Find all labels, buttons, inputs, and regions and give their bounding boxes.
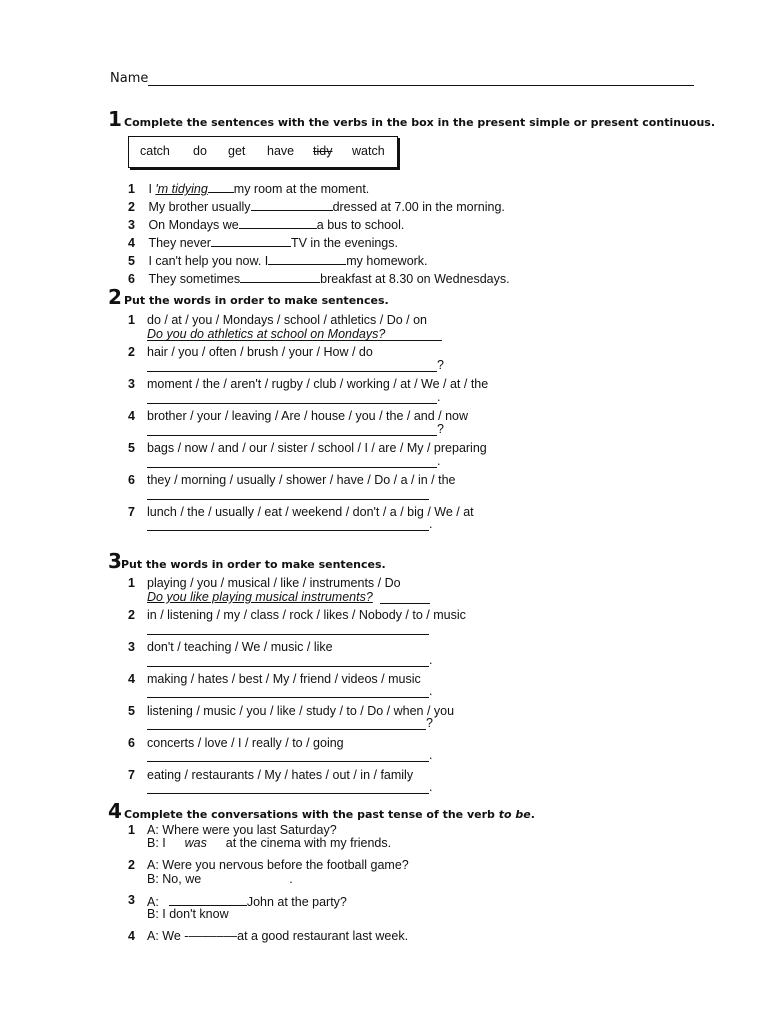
s2-item-6-number: 6 <box>128 473 135 487</box>
s3-item-4-line[interactable] <box>147 697 429 698</box>
section-1-title: Complete the sentences with the verbs in the box in the present simple or present continuous. <box>124 116 715 129</box>
s3-item-6-end: . <box>429 748 433 762</box>
s3-item-7-end: . <box>429 780 433 794</box>
s3-item-2-number: 2 <box>128 608 135 622</box>
s3-item-5-end: ? <box>426 716 433 730</box>
name-label: Name <box>110 71 149 86</box>
s3-item-1-number: 1 <box>128 576 135 590</box>
s2-item-7-line[interactable] <box>147 530 429 531</box>
s3-item-5-number: 5 <box>128 704 135 718</box>
s3-item-3-words: don't / teaching / We / music / like <box>147 640 333 654</box>
s2-item-5-number: 5 <box>128 441 135 455</box>
s1-item-1-blank[interactable] <box>208 180 234 193</box>
section-2-title: Put the words in order to make sentences. <box>124 294 389 307</box>
s3-item-3-number: 3 <box>128 640 135 654</box>
s3-item-1-words: playing / you / musical / like / instruments / Do <box>147 576 401 590</box>
word-watch: watch <box>352 144 385 158</box>
word-box <box>128 136 398 168</box>
s3-item-1-answer: Do you like playing musical instruments? <box>147 590 373 604</box>
s1-item-4-blank[interactable] <box>211 234 291 247</box>
s2-item-7-end: . <box>429 517 433 531</box>
s3-item-6-words: concerts / love / I / really / to / going <box>147 736 344 750</box>
s3-item-4-end: . <box>429 684 433 698</box>
s4-item-1-answer: was <box>184 836 207 850</box>
s2-item-7-words: lunch / the / usually / eat / weekend / don't / a / big / We / at <box>147 505 474 519</box>
s2-item-6-words: they / morning / usually / shower / have / Do / a / in / the <box>147 473 456 487</box>
s1-item-3: 3 On Mondays we a bus to school. <box>128 218 405 232</box>
s4-item-3-blank[interactable] <box>169 893 247 906</box>
s3-item-5-line[interactable] <box>147 729 426 730</box>
section-1-number: 1 <box>108 107 122 131</box>
s1-item-6-blank[interactable] <box>240 270 320 283</box>
s3-item-4-number: 4 <box>128 672 135 686</box>
s3-item-3-line[interactable] <box>147 666 429 667</box>
word-get: get <box>228 144 246 158</box>
s1-item-5-blank[interactable] <box>268 252 346 265</box>
s3-item-7-words: eating / restaurants / My / hates / out / in / family <box>147 768 414 782</box>
s4-item-1-number: 1 <box>128 823 135 837</box>
s2-item-4-end: ? <box>437 422 444 436</box>
s3-item-6-number: 6 <box>128 736 135 750</box>
s4-item-4-blank[interactable]: ––––––– <box>188 929 238 943</box>
s2-item-4-line[interactable] <box>147 435 437 436</box>
s3-item-4-words: making / hates / best / My / friend / videos / music <box>147 672 421 686</box>
s2-item-5-words: bags / now / and / our / sister / school / I / are / My / preparing <box>147 441 487 455</box>
s3-item-7-line[interactable] <box>147 793 429 794</box>
s1-item-5: 5 I can't help you now. I my homework. <box>128 254 428 268</box>
s2-item-3-line[interactable] <box>147 403 437 404</box>
s4-item-4-a: A: We -–––––––at a good restaurant last week. <box>147 929 409 943</box>
s4-item-1-b: B: I was at the cinema with my friends. <box>147 836 392 850</box>
s1-item-2: 2 My brother usually dressed at 7.00 in the morning. <box>128 200 505 214</box>
s2-item-2-number: 2 <box>128 345 135 359</box>
word-tidy-crossed: tidy <box>313 144 333 158</box>
s3-item-7-number: 7 <box>128 768 135 782</box>
s3-item-2-line[interactable] <box>147 634 429 635</box>
section-3-title: Put the words in order to make sentences. <box>121 558 386 571</box>
s3-item-2-words: in / listening / my / class / rock / likes / Nobody / to / music <box>147 608 466 622</box>
s2-item-5-line[interactable] <box>147 467 437 468</box>
s2-item-1-line[interactable] <box>147 340 442 341</box>
s4-item-2-number: 2 <box>128 858 135 872</box>
s1-item-3-blank[interactable] <box>239 216 317 229</box>
s1-item-1-answer: 'm tidying <box>155 182 208 196</box>
s4-item-2-b: B: No, we . <box>147 872 293 886</box>
word-do: do <box>193 144 207 158</box>
s4-item-2-a: A: Were you nervous before the football game? <box>147 858 409 872</box>
s4-item-3-b: B: I don't know <box>147 907 229 921</box>
s1-item-4: 4 They never TV in the evenings. <box>128 236 398 250</box>
word-catch: catch <box>140 144 170 158</box>
name-field[interactable] <box>148 85 694 86</box>
s4-item-3-number: 3 <box>128 893 135 907</box>
s3-item-5-words: listening / music / you / like / study / to / Do / when / you <box>147 704 455 718</box>
section-2-number: 2 <box>108 285 122 309</box>
section-4-number: 4 <box>108 799 122 823</box>
s2-item-6-line[interactable] <box>147 499 429 500</box>
s1-item-1: 1 I 'm tidying my room at the moment. <box>128 182 370 196</box>
s2-item-1-answer: Do you do athletics at school on Mondays? <box>147 327 386 341</box>
s2-item-3-number: 3 <box>128 377 135 391</box>
s3-item-3-end: . <box>429 653 433 667</box>
s3-item-1-line[interactable] <box>380 603 430 604</box>
s2-item-4-number: 4 <box>128 409 135 423</box>
section-3-number: 3 <box>108 549 122 573</box>
s2-item-5-end: . <box>437 454 441 468</box>
s1-item-6: 6 They sometimes breakfast at 8.30 on Wednesdays. <box>128 272 510 286</box>
word-have: have <box>267 144 295 158</box>
s4-item-4-number: 4 <box>128 929 135 943</box>
s1-item-2-blank[interactable] <box>251 198 333 211</box>
s2-item-4-words: brother / your / leaving / Are / house / you / the / and / now <box>147 409 469 423</box>
s2-item-2-words: hair / you / often / brush / your / How / do <box>147 345 373 359</box>
s2-item-1-words: do / at / you / Mondays / school / athletics / Do / on <box>147 313 428 327</box>
section-4-title: Complete the conversations with the past tense of the verb to be. <box>124 808 535 821</box>
s4-item-1-a: A: Where were you last Saturday? <box>147 823 337 837</box>
s2-item-3-end: . <box>437 390 441 404</box>
s3-item-6-line[interactable] <box>147 761 429 762</box>
s2-item-7-number: 7 <box>128 505 135 519</box>
s2-item-2-line[interactable] <box>147 371 437 372</box>
s4-item-3-a: A: John at the party? <box>147 895 347 909</box>
s2-item-1-number: 1 <box>128 313 135 327</box>
s2-item-2-end: ? <box>437 358 444 372</box>
s2-item-3-words: moment / the / aren't / rugby / club / working / at / We / at / the <box>147 377 489 391</box>
